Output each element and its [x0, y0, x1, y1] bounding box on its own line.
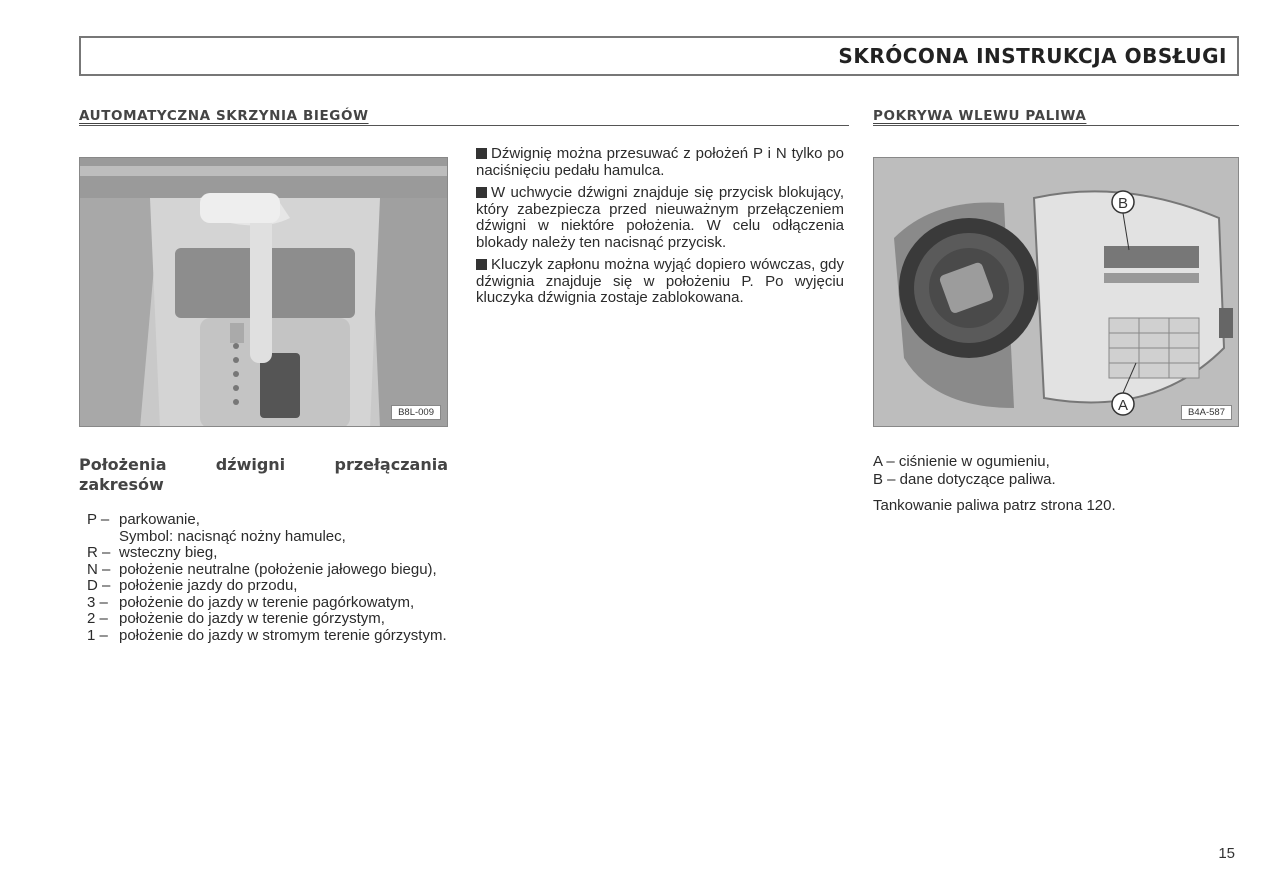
figure-code-gear: B8L-009 [391, 405, 441, 420]
list-item: N – położenie neutralne (położenie jałowego biegu), [87, 560, 437, 578]
heading-rule-right [873, 125, 1239, 126]
bullet-icon [476, 259, 487, 270]
gear-positions-subheading: Położenia dźwigni przełączania zakresów [79, 455, 448, 494]
list-item: 1 – położenie do jazdy w stromym terenie górzystym. [87, 626, 447, 644]
list-item: 3 – położenie do jazdy w terenie pagórkowatym, [87, 593, 415, 611]
gear-positions-list [79, 512, 448, 644]
figure-code-fuel: B4A-587 [1181, 405, 1232, 420]
note-paragraph: Dźwignię można przesuwać z położeń P i N tylko po naciśnięciu pedału hamulca. [476, 145, 844, 179]
section-heading-fuel-flap: POKRYWA WLEWU PALIWA [873, 108, 1087, 124]
section-heading-gearbox: AUTOMATYCZNA SKRZYNIA BIEGÓW [79, 108, 369, 124]
gear-lever-illustration [80, 158, 448, 427]
fuel-flap-figure [873, 157, 1239, 427]
header-box [79, 36, 1239, 76]
fuel-flap-legend [873, 453, 1239, 515]
list-item: P – parkowanie, [87, 511, 200, 528]
gearbox-notes [476, 146, 844, 313]
heading-rule-left [79, 125, 849, 126]
callout-label-b: B [1117, 195, 1129, 212]
note-paragraph: W uchwycie dźwigni znajduje się przycisk blokujący, który zabezpiecza przed nieuważnym przełączeniem dźwigni w niektóre położenia. W celu odłączenia blokady należy ten nacisnąć przycisk. [476, 184, 844, 251]
list-item: 2 – położenie do jazdy w terenie górzystym, [87, 610, 385, 627]
bullet-icon [476, 148, 487, 159]
gear-lever-figure [79, 157, 448, 427]
legend-item-a: A – ciśnienie w ogumieniu, [873, 453, 1050, 470]
page-number: 15 [1218, 845, 1235, 862]
callout-label-a: A [1117, 397, 1129, 414]
fuel-flap-illustration [874, 158, 1239, 427]
page-title: SKRÓCONA INSTRUKCJA OBSŁUGI [838, 44, 1227, 68]
legend-item-b: B – dane dotyczące paliwa. [873, 471, 1056, 488]
list-item: Symbol: nacisnąć nożny hamulec, [119, 527, 346, 545]
note-paragraph: Kluczyk zapłonu można wyjąć dopiero wówczas, gdy dźwignia znajduje się w położeniu P. Po wyjęciu kluczyka dźwignia zostaje zablokowana. [476, 256, 844, 306]
list-item: D – położenie jazdy do przodu, [87, 577, 298, 594]
refuel-note: Tankowanie paliwa patrz strona 120. [873, 497, 1116, 514]
list-item: R – wsteczny bieg, [87, 544, 218, 561]
bullet-icon [476, 187, 487, 198]
